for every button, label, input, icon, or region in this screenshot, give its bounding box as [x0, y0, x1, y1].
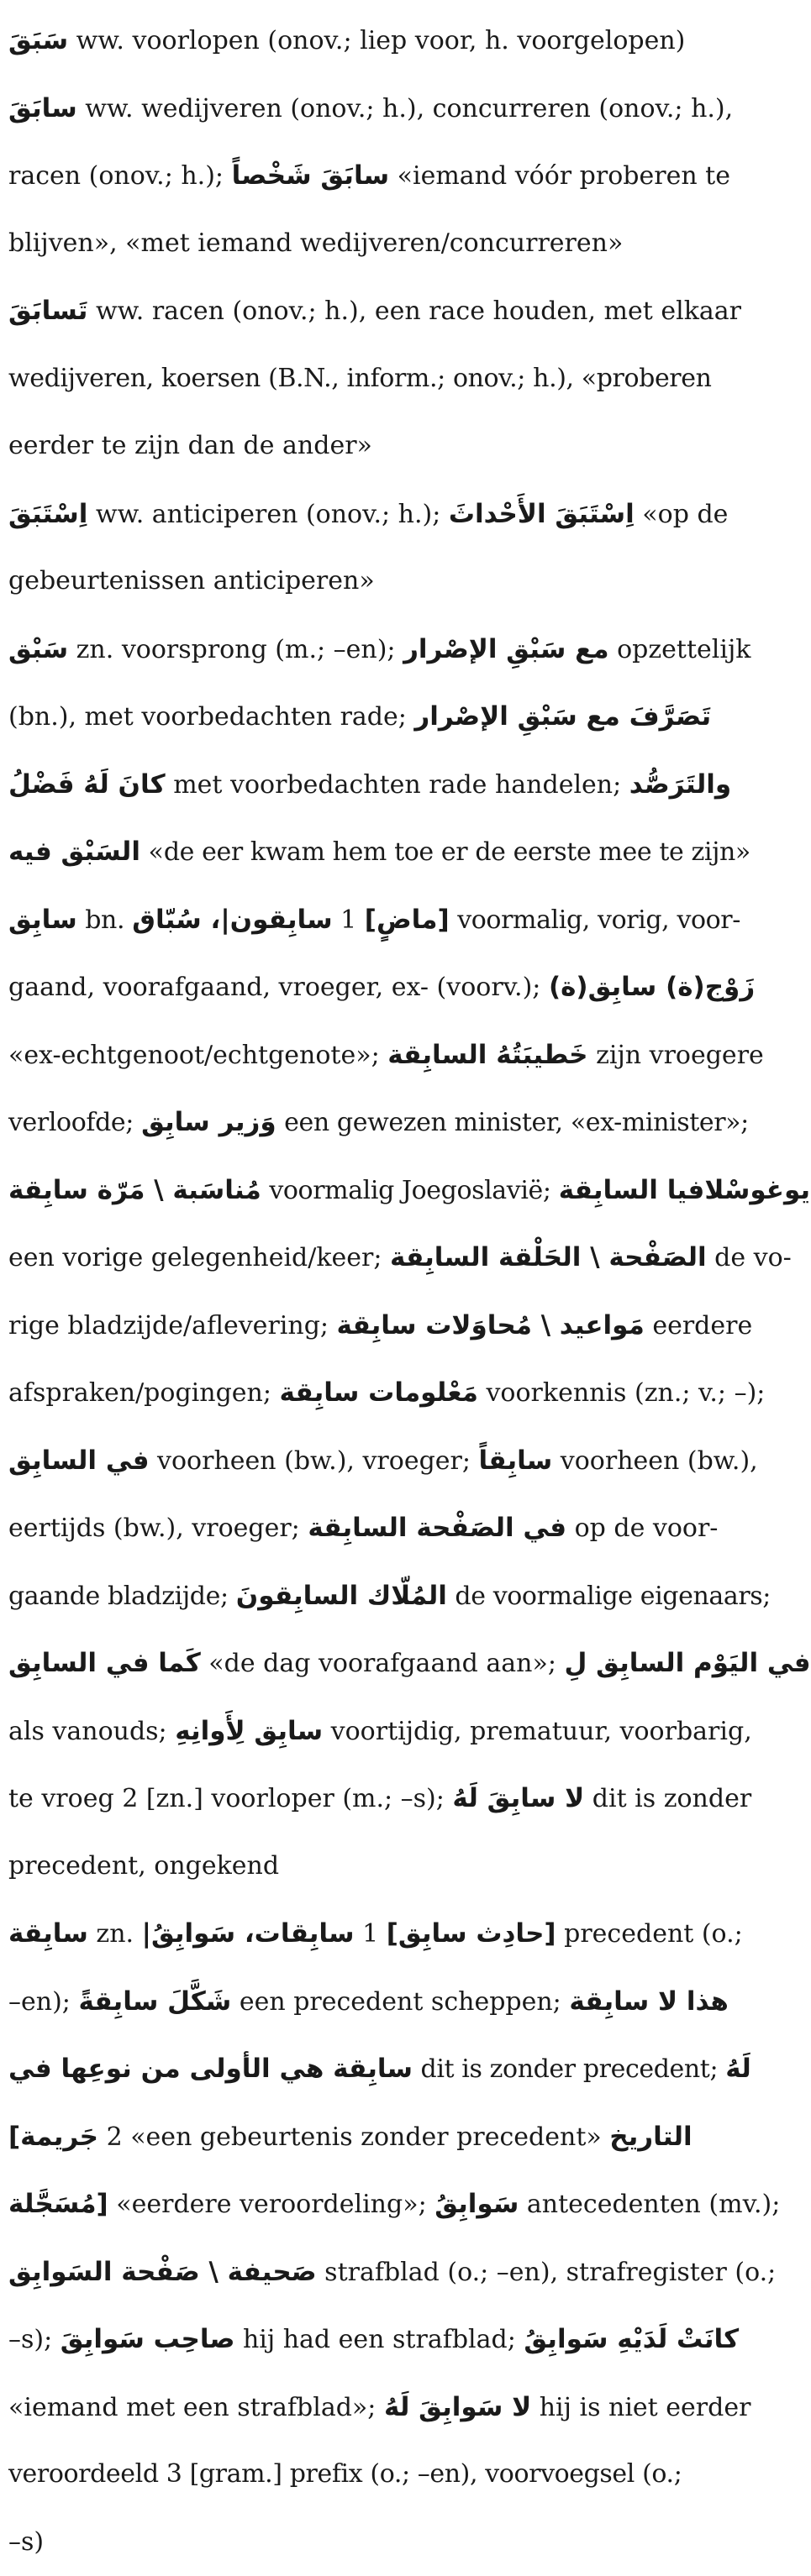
arabic-phrase: اِسْتَبَقَ الأَحْداثَ — [449, 499, 635, 529]
definition-text: hij had een strafblad; — [234, 2325, 524, 2354]
sense-number: 2 — [98, 2122, 130, 2152]
definition-text: dit is zonder precedent; — [413, 2054, 725, 2084]
entry-line-4 — [8, 210, 747, 278]
entry-line-1 — [8, 7, 747, 75]
arabic-phrase: مَواعيد \ مُحاوَلات سابِقة — [337, 1310, 645, 1340]
definition-text: een precedent scheppen; — [231, 1987, 569, 2017]
definition-text: ww. voorlopen (onov.; liep voor, h. voorgelopen) — [68, 26, 685, 55]
entry-line-38 — [8, 2509, 747, 2576]
arabic-phrase: في اليَوْم السابِق لِ — [564, 1648, 810, 1678]
definition-text: gaande bladzijde; — [8, 1582, 236, 1611]
arabic-phrase: في الصَفْحة السابِقة — [308, 1513, 566, 1543]
definition-text: dit is zonder — [584, 1784, 751, 1813]
arabic-headword: تَسابَقَ — [8, 296, 87, 326]
definition-text: «iemand met een strafblad»; — [8, 2393, 384, 2422]
entry-line-31 — [8, 2035, 747, 2103]
arabic-plural: سابِقون|، سُبّاق — [132, 905, 332, 935]
arabic-phrase: التاريخ — [609, 2122, 692, 2152]
definition-text: precedent, ongekend — [8, 1851, 279, 1881]
definition-text: zn. voorsprong (m.; –en); — [68, 635, 403, 664]
definition-text: de voormalige eigenaars; — [447, 1582, 771, 1611]
definition-text: antecedenten (mv.); — [519, 2190, 780, 2219]
sense-number: 1 — [355, 1919, 387, 1949]
entry-line-7 — [8, 412, 747, 480]
arabic-phrase: سَوابِقُ — [434, 2189, 519, 2219]
entry-line-28 — [8, 1833, 747, 1901]
definition-text: racen (onov.; h.); — [8, 161, 232, 191]
entry-line-2 — [8, 75, 747, 143]
entry-line-12 — [8, 751, 747, 819]
entry-line-20 — [8, 1292, 747, 1360]
definition-text: precedent (o.; — [556, 1919, 743, 1949]
definition-text: opzettelijk — [609, 635, 751, 664]
definition-text: wedijveren, koersen (B.N., inform.; onov.; h.), «proberen — [8, 364, 712, 393]
definition-text: zijn vroegere — [588, 1041, 764, 1070]
arabic-phrase: المُلّاك السابِقونَ — [236, 1581, 447, 1611]
arabic-headword: سَبْق — [8, 634, 68, 664]
arabic-phrase: سابِقاً — [479, 1445, 553, 1476]
entry-line-25 — [8, 1629, 747, 1697]
entry-line-32 — [8, 2103, 747, 2171]
definition-text: voorheen (bw.), vroeger; — [150, 1446, 479, 1476]
arabic-phrase: الصَفْحة \ الحَلْقة السابِقة — [390, 1242, 707, 1272]
entry-line-8 — [8, 480, 747, 548]
arabic-gloss: جَريمة] — [8, 2122, 98, 2152]
arabic-phrase: شَكَّلَ سابِقةً — [78, 1986, 231, 2017]
definition-text: blijven», «met iemand wedijveren/concurreren» — [8, 228, 623, 258]
definition-text: eerdere — [645, 1311, 752, 1340]
definition-text: afspraken/pogingen; — [8, 1378, 280, 1408]
definition-text: een vorige gelegenheid/keer; — [8, 1243, 390, 1272]
arabic-headword: سابِق — [8, 905, 77, 935]
entry-line-23 — [8, 1494, 747, 1562]
entry-line-22 — [8, 1427, 747, 1495]
entry-line-33 — [8, 2170, 747, 2238]
definition-text: «de dag voorafgaand aan»; — [201, 1649, 565, 1678]
arabic-phrase: مع سَبْقِ الإصْرار — [403, 634, 608, 664]
entry-line-11 — [8, 683, 747, 751]
definition-text: «op de — [635, 500, 729, 529]
entry-line-37 — [8, 2441, 747, 2509]
entry-line-14 — [8, 886, 747, 954]
entry-line-21 — [8, 1359, 747, 1427]
definition-text: zn. — [88, 1919, 142, 1949]
entry-line-9 — [8, 548, 747, 616]
entry-line-35 — [8, 2306, 747, 2374]
definition-text: ww. anticiperen (onov.; h.); — [87, 500, 449, 529]
arabic-phrase: مُناسَبة \ مَرّة سابِقة — [8, 1175, 261, 1205]
arabic-phrase: كانَتْ لَدَيْهِ سَوابِقُ — [524, 2324, 739, 2354]
arabic-phrase: صَحيفة \ صَفْحة السَوابِق — [8, 2257, 317, 2287]
definition-text: voorheen (bw.), — [552, 1446, 757, 1476]
arabic-phrase: وَزير سابِق — [141, 1107, 276, 1137]
definition-text: «ex-echtgenoot/echtgenote»; — [8, 1041, 387, 1070]
entry-line-15 — [8, 953, 747, 1021]
entry-line-13 — [8, 818, 747, 886]
definition-text: een gewezen minister, «ex-minister»; — [276, 1108, 749, 1137]
definition-text: «iemand vóór proberen te — [389, 161, 730, 191]
entry-line-10 — [8, 616, 747, 684]
entry-line-36 — [8, 2374, 747, 2442]
arabic-gloss: [مُسَجَّلة — [8, 2189, 108, 2219]
arabic-phrase: في السابِق — [8, 1445, 150, 1476]
entry-line-18 — [8, 1157, 747, 1225]
entry-line-34 — [8, 2238, 747, 2306]
definition-text: als vanouds; — [8, 1717, 175, 1746]
definition-text: verloofde; — [8, 1108, 141, 1137]
definition-text: eerder te zijn dan de ander» — [8, 431, 372, 460]
entry-line-27 — [8, 1765, 747, 1833]
definition-text: strafblad (o.; –en), strafregister (o.; — [317, 2258, 777, 2287]
definition-text: eertijds (bw.), vroeger; — [8, 1514, 308, 1543]
definition-text: hij is niet eerder — [531, 2393, 750, 2422]
definition-text: –s); — [8, 2325, 61, 2354]
definition-text: veroordeeld 3 [gram.] prefix (o.; –en), voorvoegsel (o.; — [8, 2459, 682, 2489]
definition-text: bn. — [77, 905, 133, 935]
arabic-phrase: هذا لا سابِقة — [569, 1986, 729, 2017]
definition-text: –s) — [8, 2527, 44, 2557]
definition-text: gaand, voorafgaand, vroeger, ex- (voorv.); — [8, 973, 549, 1002]
arabic-phrase: سابِقة هي الأولى من نوعِها في — [8, 2054, 413, 2084]
definition-text: voorkennis (zn.; v.; –); — [478, 1378, 765, 1408]
arabic-phrase: لا سابِقَ لَهُ — [452, 1783, 584, 1813]
definition-text: ww. racen (onov.; h.), een race houden, met elkaar — [87, 296, 741, 326]
arabic-phrase: كَما في السابِق — [8, 1648, 201, 1678]
arabic-phrase: لا سَوابِقَ لَهُ — [384, 2392, 531, 2422]
arabic-phrase: خَطيبَتُهُ السابِقة — [387, 1040, 587, 1070]
entry-line-24 — [8, 1562, 747, 1630]
entry-line-26 — [8, 1697, 747, 1765]
arabic-headword: سَبَقَ — [8, 25, 68, 55]
definition-text: rige bladzijde/aflevering; — [8, 1311, 337, 1340]
arabic-phrase: زَوْج(ة) سابِق(ة) — [549, 972, 755, 1002]
definition-text: gebeurtenissen anticiperen» — [8, 566, 375, 595]
definition-text: op de voor- — [566, 1514, 718, 1543]
sense-number: 1 — [333, 905, 365, 935]
arabic-phrase: سابَقَ شَخْصاً — [232, 160, 390, 191]
arabic-phrase: والتَرَصُّد — [629, 769, 731, 800]
entry-line-5 — [8, 277, 747, 345]
definition-text: voormalig Joegoslavië; — [261, 1176, 559, 1205]
definition-text: de vo- — [707, 1243, 792, 1272]
arabic-phrase: صاحِب سَوابِقَ — [61, 2324, 235, 2354]
definition-text: «een gebeurtenis zonder precedent» — [130, 2122, 609, 2152]
definition-text: met voorbedachten rade handelen; — [166, 770, 629, 800]
entry-line-17 — [8, 1089, 747, 1157]
entry-line-29 — [8, 1900, 747, 1968]
arabic-phrase: يوغوسْلافيا السابِقة — [559, 1175, 810, 1205]
arabic-phrase: السَبْق فيه — [8, 837, 140, 867]
arabic-gloss: [حادِث سابِق] — [387, 1918, 556, 1949]
entry-line-6 — [8, 345, 747, 413]
arabic-phrase: كانَ لَهُ فَضْلُ — [8, 769, 166, 800]
definition-text: voortijdig, prematuur, voorbarig, — [323, 1717, 752, 1746]
definition-text: (bn.), met voorbedachten rade; — [8, 702, 414, 732]
arabic-phrase: لَهُ — [725, 2054, 750, 2084]
definition-text: te vroeg 2 [zn.] voorloper (m.; –s); — [8, 1784, 452, 1813]
arabic-plural: سابِقات، سَوابِقُ| — [142, 1918, 355, 1949]
definition-text: «de eer kwam hem toe er de eerste mee te zijn» — [140, 837, 750, 867]
arabic-headword: اِسْتَبَقَ — [8, 499, 87, 529]
arabic-headword: سابَقَ — [8, 93, 77, 123]
definition-text: «eerdere veroordeling»; — [108, 2190, 435, 2219]
arabic-phrase: تَصَرَّفَ مع سَبْقِ الإصْرار — [414, 701, 711, 732]
entry-line-30 — [8, 1968, 747, 2036]
arabic-gloss: [ماضٍ] — [365, 905, 450, 935]
arabic-headword: سابِقة — [8, 1918, 88, 1949]
arabic-phrase: مَعْلومات سابِقة — [280, 1377, 478, 1408]
arabic-phrase: سابِق لِأَوانِهِ — [175, 1716, 323, 1746]
entry-line-16 — [8, 1021, 747, 1089]
entry-line-19 — [8, 1224, 747, 1292]
definition-text: ww. wedijveren (onov.; h.), concurreren (onov.; h.), — [77, 94, 733, 123]
definition-text: –en); — [8, 1987, 78, 2017]
entry-line-3 — [8, 142, 747, 210]
definition-text: voormalig, vorig, voor- — [450, 905, 740, 935]
